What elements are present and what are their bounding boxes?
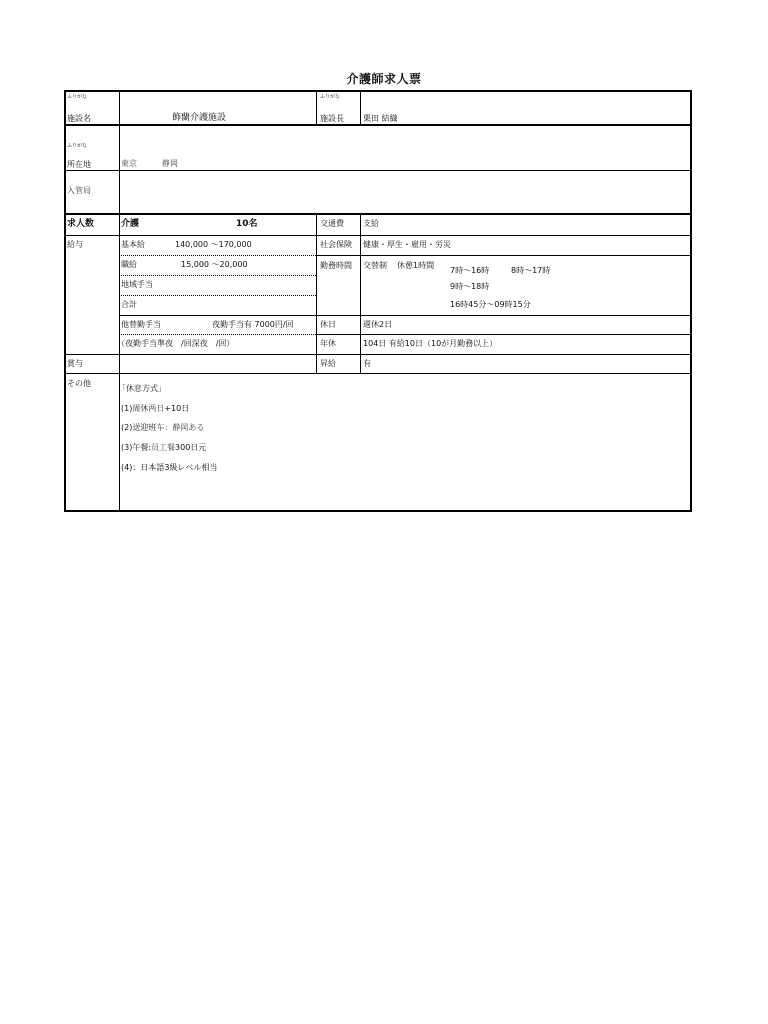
other-item-1-part: 两日 bbox=[148, 404, 165, 413]
raise-value: 有 bbox=[363, 359, 371, 368]
address-label: 所在地 bbox=[67, 160, 91, 169]
column-divider bbox=[119, 90, 120, 512]
row-divider bbox=[64, 124, 692, 126]
shift-system: 交替制 bbox=[363, 261, 387, 270]
holiday-value: 週休2日 bbox=[363, 320, 393, 329]
row-divider bbox=[64, 235, 692, 236]
openings-count: 10名 bbox=[236, 219, 258, 229]
row-divider bbox=[64, 213, 692, 215]
other-label: その他 bbox=[67, 379, 91, 388]
other-item-3-part: (3)午餐: bbox=[121, 443, 152, 452]
annual-leave-label: 年休 bbox=[320, 339, 336, 348]
row-divider bbox=[119, 315, 692, 316]
other-item-2-part: (2)送迎班 bbox=[121, 423, 157, 432]
insurance-value: 健康・厚生・雇用・労災 bbox=[363, 240, 451, 249]
facility-name-value: 飾蘭介護施設 bbox=[172, 113, 227, 123]
furigana-label: ふりがな bbox=[67, 94, 88, 100]
column-divider bbox=[316, 213, 317, 373]
shift-time: 7時〜16時 bbox=[450, 266, 490, 275]
page-title: 介護師求人票 bbox=[346, 72, 422, 86]
address-city: 東京 bbox=[121, 159, 137, 168]
row-divider bbox=[64, 373, 692, 374]
transport-label: 交通費 bbox=[320, 219, 344, 228]
column-divider bbox=[360, 90, 361, 124]
row-divider bbox=[119, 275, 316, 276]
salary-label: 給与 bbox=[67, 240, 83, 249]
address-prefecture: 静岡 bbox=[162, 159, 178, 168]
other-item-3 bbox=[121, 443, 206, 453]
raise-label: 昇給 bbox=[320, 359, 336, 368]
row-divider bbox=[316, 255, 692, 256]
row-divider bbox=[119, 295, 316, 296]
row-divider bbox=[64, 354, 692, 355]
transport-value: 支給 bbox=[363, 219, 379, 228]
holiday-label: 休日 bbox=[320, 320, 336, 329]
column-divider bbox=[316, 90, 317, 124]
shift-time: 8時〜17時 bbox=[511, 266, 551, 275]
row-divider bbox=[119, 255, 316, 256]
row-divider bbox=[64, 170, 692, 171]
shift-time: 9時〜18時 bbox=[450, 282, 490, 291]
other-item-1-part: (1)周休 bbox=[121, 404, 149, 413]
other-item-2-part: 车：静岡ある bbox=[156, 423, 205, 432]
other-item-1-part: +10日 bbox=[164, 404, 190, 413]
salary-total-label: 合計 bbox=[121, 300, 137, 309]
bonus-label: 賞与 bbox=[67, 359, 83, 368]
other-allowance-label: 他替勤手当 bbox=[121, 320, 161, 329]
openings-label: 求人数 bbox=[67, 219, 95, 229]
other-item-1 bbox=[121, 404, 189, 414]
insurance-label: 社会保険 bbox=[320, 240, 352, 249]
position-pay-value: 15,000 〜20,000 bbox=[181, 260, 248, 269]
furigana-label: ふりがな bbox=[67, 143, 88, 149]
immigration-label: 入管局 bbox=[67, 186, 91, 195]
annual-leave-value: 104日 有給10日（10が月勤務以上） bbox=[363, 339, 498, 348]
regional-allowance-label: 地域手当 bbox=[121, 280, 153, 289]
other-item-2 bbox=[121, 423, 204, 433]
other-heading: 「休息方式」 bbox=[118, 384, 166, 393]
base-salary-value: 140,000 〜170,000 bbox=[175, 240, 252, 249]
facility-name-label: 施設名 bbox=[67, 114, 91, 123]
row-divider bbox=[316, 334, 692, 335]
column-divider bbox=[360, 213, 361, 373]
director-value: 栗田 結織 bbox=[363, 114, 398, 123]
break-time: 休憩1時間 bbox=[397, 261, 435, 270]
base-salary-label: 基本給 bbox=[121, 240, 145, 249]
openings-type: 介護 bbox=[121, 219, 140, 229]
other-item-3-part: 员工餐 bbox=[151, 443, 176, 452]
night-allowance-value: 夜勤手当有 7000円/回 bbox=[212, 320, 294, 329]
night-allowance-note: （夜勤手当準夜 /回深夜 /回） bbox=[117, 339, 235, 348]
working-hours-label: 勤務時間 bbox=[320, 261, 352, 270]
shift-time: 16時45分〜09時15分 bbox=[450, 300, 531, 309]
row-divider bbox=[119, 334, 316, 335]
director-label: 施設長 bbox=[320, 114, 344, 123]
other-item-4: (4)：日本語3級レベル相当 bbox=[121, 463, 218, 472]
position-pay-label: 職給 bbox=[121, 260, 137, 269]
furigana-label: ふりがな bbox=[320, 94, 341, 100]
other-item-3-part: 300日元 bbox=[175, 443, 207, 452]
